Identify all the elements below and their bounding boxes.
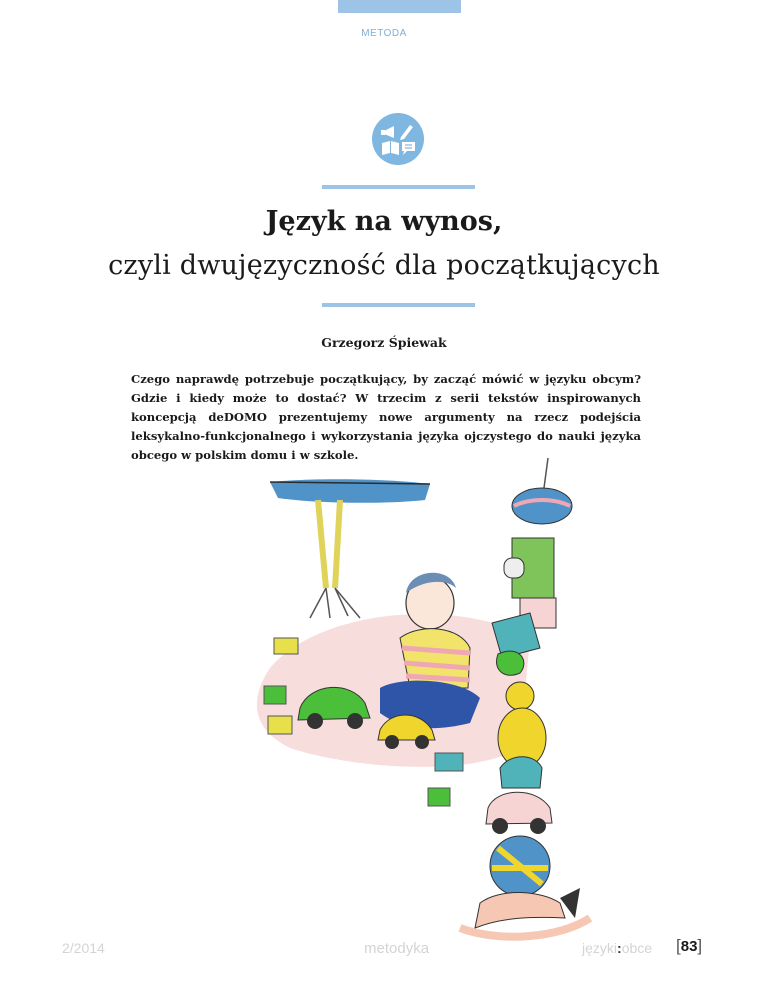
article-subtitle: czyli dwujęzyczność dla początkujących bbox=[108, 250, 660, 281]
section-badge bbox=[372, 113, 424, 165]
brand-left: języki bbox=[582, 940, 618, 956]
child-playing-with-toys-illustration bbox=[230, 448, 600, 943]
speech-bubble-icon bbox=[402, 142, 415, 155]
yellow-block-drawing bbox=[268, 716, 292, 734]
page-bracket-close: ] bbox=[697, 936, 703, 955]
article-author: Grzegorz Śpiewak bbox=[321, 335, 447, 350]
brand-separator: : bbox=[617, 940, 622, 956]
page-bracket-open: [ bbox=[676, 936, 681, 955]
page-number-value: 83 bbox=[680, 938, 698, 955]
page-number bbox=[676, 936, 702, 956]
yellow-block-drawing bbox=[274, 638, 298, 654]
section-label: METODA bbox=[361, 28, 407, 39]
blue-block-drawing bbox=[435, 753, 463, 771]
title-rule-bottom bbox=[322, 303, 475, 307]
brand-right: obce bbox=[621, 940, 653, 956]
green-block-drawing bbox=[264, 686, 286, 704]
article-lead: Czego naprawdę potrzebuje początkujący, by zacząć mówić w języku obcym? Gdzie i kiedy może to dostać? W trzecim z serii tekstów inspirowanych koncepcją deDOMO prezentujemy nowe argumenty na rzecz podejścia leksykalno-funkcjonalnego i wykorzystania języka ojczystego do nauki języka obcego w polskim domu i w szkole. bbox=[131, 372, 641, 462]
article-title: Język na wynos, bbox=[265, 206, 503, 237]
top-accent-bar bbox=[338, 0, 461, 13]
green-block-drawing bbox=[428, 788, 450, 806]
title-rule-top bbox=[322, 185, 475, 189]
book-icon bbox=[382, 141, 399, 155]
footer-issue: 2/2014 bbox=[62, 940, 105, 956]
pencil-icon bbox=[400, 125, 413, 140]
megaphone-icon bbox=[381, 126, 394, 138]
footer-brand bbox=[582, 940, 652, 956]
footer-section: metodyka bbox=[364, 940, 430, 957]
